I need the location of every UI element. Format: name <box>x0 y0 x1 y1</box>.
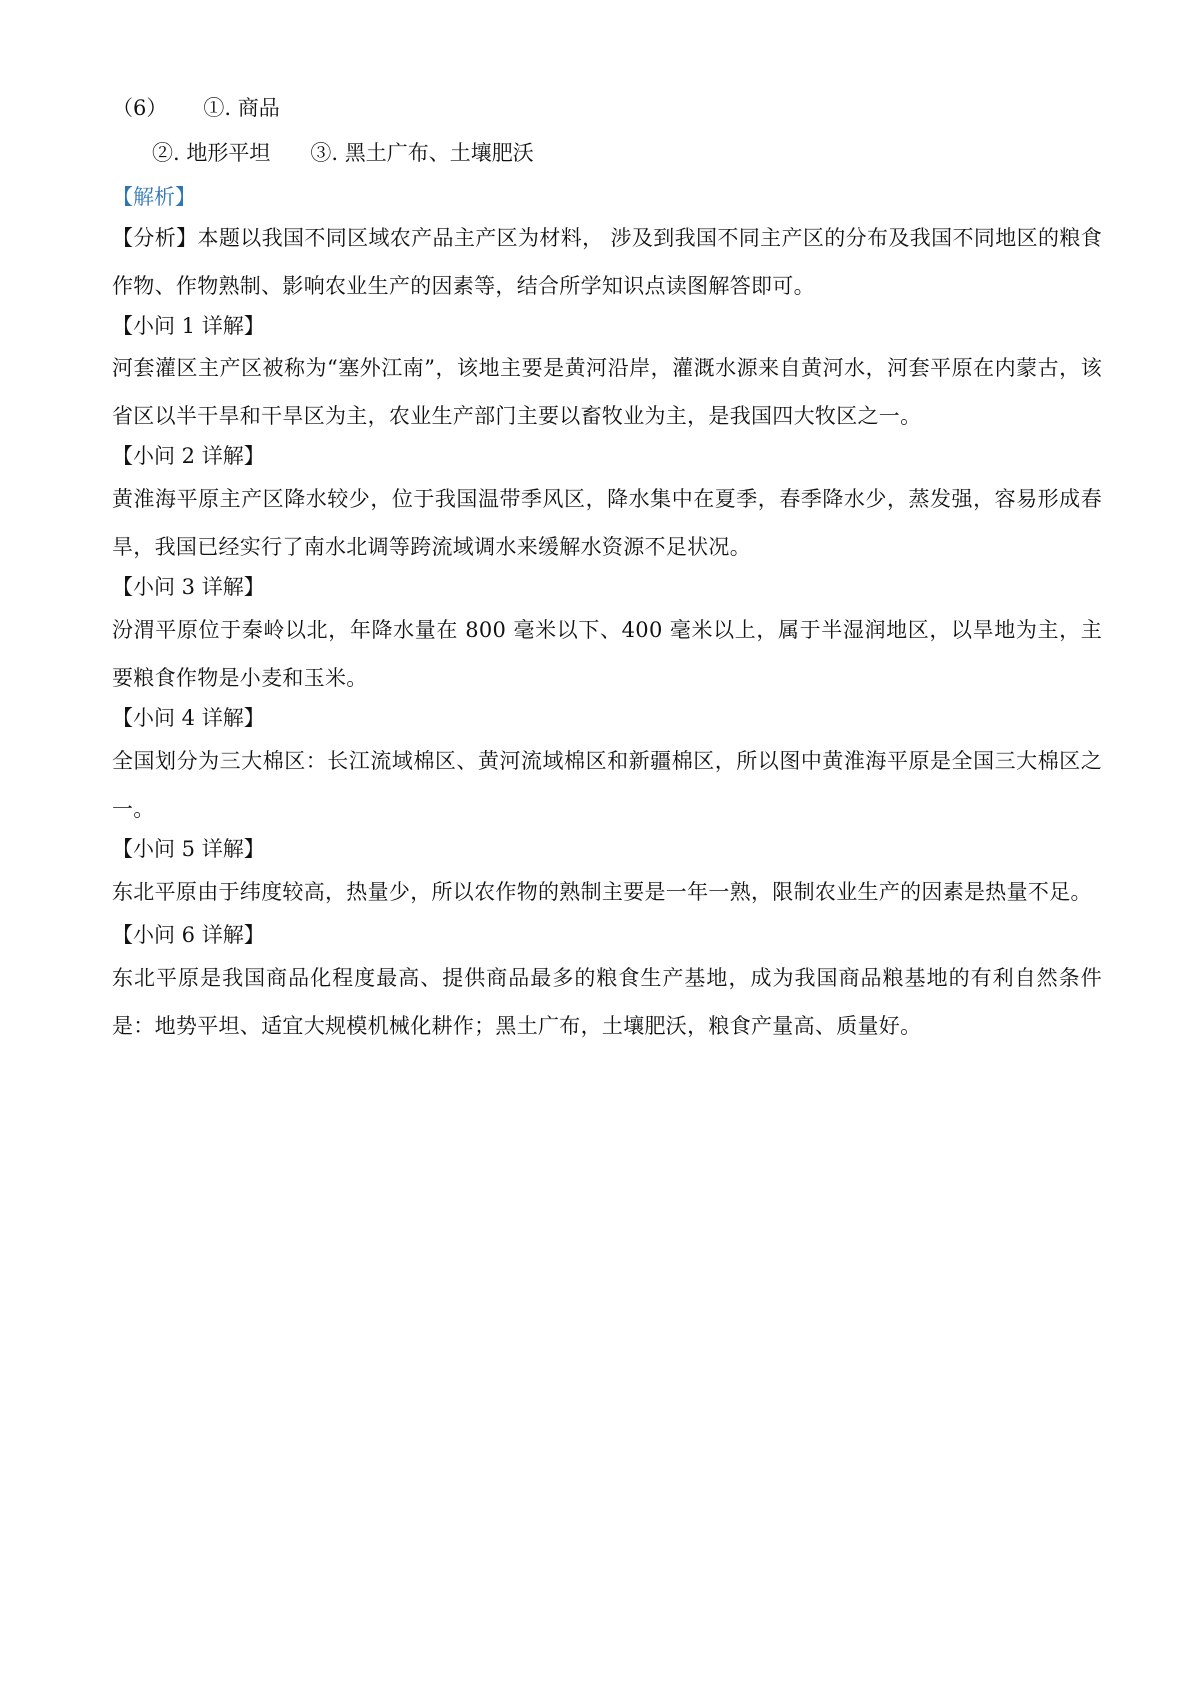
section-4-body: 全国划分为三大棉区：长江流域棉区、黄河流域棉区和新疆棉区，所以图中黄淮海平原是全国三大棉区之一。 <box>112 749 1102 821</box>
analysis-paragraph: 【分析】本题以我国不同区域农产品主产区为材料， 涉及到我国不同主产区的分布及我国不同地区的粮食作物、作物熟制、影响农业生产的因素等，结合所学知识点读图解答即可。 <box>112 226 1102 298</box>
answer-6-item-3: ③. 黑土广布、土壤肥沃 <box>310 141 534 165</box>
section-4-header: 【小问 4 详解】 <box>112 706 265 730</box>
jiexi-header: 【解析】 <box>112 185 196 209</box>
answer-6-line-1 <box>112 93 280 123</box>
answer-6-item-1: ①. 商品 <box>203 96 280 120</box>
section-3-header: 【小问 3 详解】 <box>112 575 265 599</box>
section-2-body: 黄淮海平原主产区降水较少，位于我国温带季风区，降水集中在夏季，春季降水少，蒸发强，容易形成春旱，我国已经实行了南水北调等跨流域调水来缓解水资源不足状况。 <box>112 487 1102 559</box>
section-1-body: 河套灌区主产区被称为“塞外江南”，该地主要是黄河沿岸，灌溉水源来自黄河水，河套平原在内蒙古，该省区以半干旱和干旱区为主，农业生产部门主要以畜牧业为主，是我国四大牧区之一。 <box>112 356 1102 428</box>
section-3-body: 汾渭平原位于秦岭以北，年降水量在 800 毫米以下、400 毫米以上，属于半湿润地区，以旱地为主，主要粮食作物是小麦和玉米。 <box>112 618 1102 690</box>
answer-6-item-2: ②. 地形平坦 <box>152 141 271 165</box>
section-6-header: 【小问 6 详解】 <box>112 923 265 947</box>
answer-6-line-2 <box>152 138 534 168</box>
section-6-body: 东北平原是我国商品化程度最高、提供商品最多的粮食生产基地，成为我国商品粮基地的有利自然条件是：地势平坦、适宜大规模机械化耕作；黑土广布，土壤肥沃，粮食产量高、质量好。 <box>112 966 1102 1038</box>
section-5-header: 【小问 5 详解】 <box>112 837 265 861</box>
section-1-header: 【小问 1 详解】 <box>112 314 265 338</box>
section-2-header: 【小问 2 详解】 <box>112 444 265 468</box>
answer-6-label: （6） <box>112 96 168 120</box>
section-5-body: 东北平原由于纬度较高，热量少，所以农作物的熟制主要是一年一熟，限制农业生产的因素是热量不足。 <box>112 880 1092 904</box>
